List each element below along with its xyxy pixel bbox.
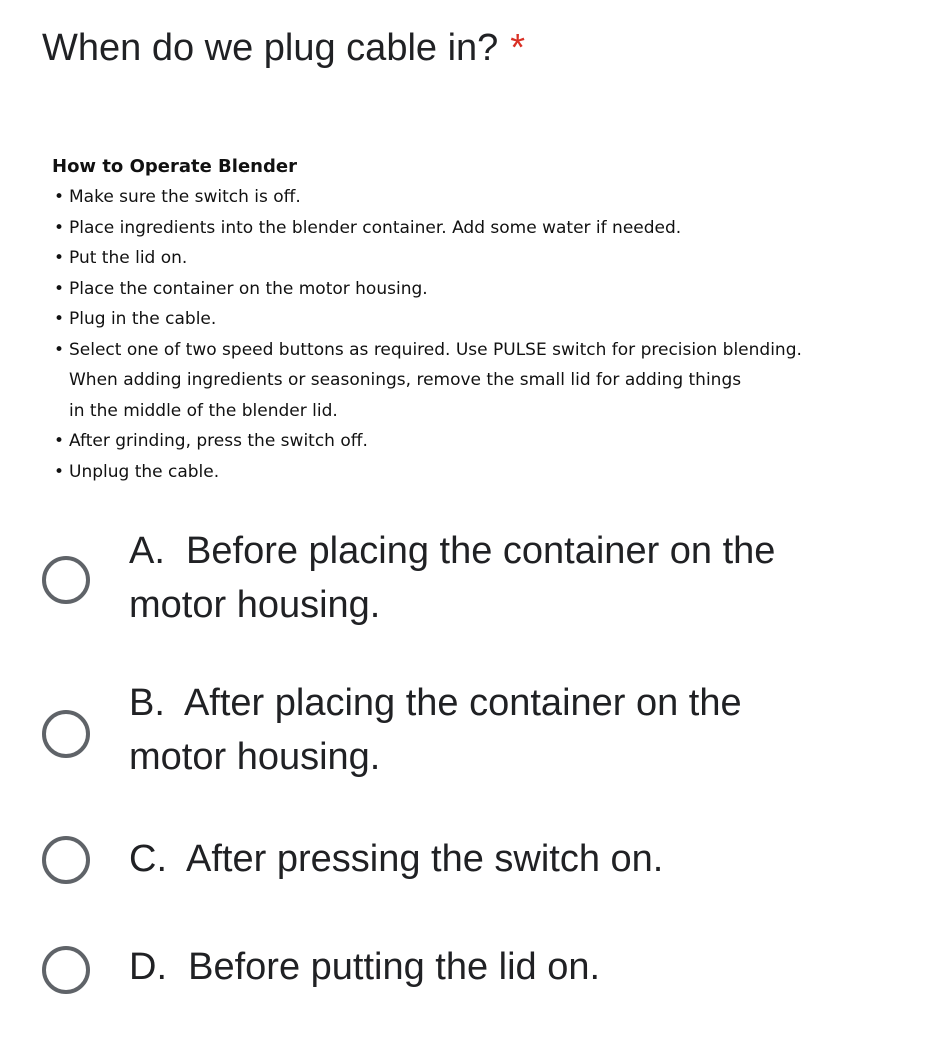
bullet-icon: • [54,461,65,482]
option-d-label [129,940,849,994]
bullet-icon: • [54,217,65,238]
instruction-image [52,152,892,487]
instruction-step-text: Make sure the switch is off. [69,187,301,207]
instruction-step-text: Place the container on the motor housing. [69,278,428,299]
radio-button-icon[interactable] [42,946,90,994]
instruction-step-text: Select one of two speed buttons as required. Use PULSE switch for precision blending. When adding ingredients or seasonings, remove the small lid for adding things in the middle of the blender lid. [69,339,802,421]
option-letter: B. [129,682,165,724]
instruction-step [52,335,892,427]
question-title [42,22,525,74]
bullet-icon: • [54,431,65,451]
option-letter: A. [129,530,165,572]
option-text: Before placing the container on the motor housing. [129,530,776,626]
instruction-list [52,182,892,487]
instruction-step-text: Plug in the cable. [69,309,217,329]
instruction-step [52,304,892,335]
required-asterisk: * [510,27,526,69]
bullet-icon: • [54,248,65,268]
instruction-heading: How to Operate Blender [52,156,297,177]
option-c-label [129,832,849,886]
instruction-step [52,182,892,213]
option-text: After pressing the switch on. [186,838,664,880]
instruction-step [52,243,892,274]
bullet-icon: • [54,187,65,207]
instruction-step [52,426,892,457]
option-text: Before putting the lid on. [188,946,601,988]
radio-button-icon[interactable] [42,556,90,604]
bullet-icon: • [54,339,65,360]
radio-button-icon[interactable] [42,836,90,884]
instruction-step [52,213,892,244]
instruction-step-text: After grinding, press the switch off. [69,431,368,451]
instruction-step [52,457,892,488]
option-letter: C. [129,838,167,880]
instruction-step-text: Unplug the cable. [69,461,220,482]
radio-button-icon[interactable] [42,710,90,758]
instruction-step-text: Put the lid on. [69,248,188,268]
question-text: When do we plug cable in? [42,27,499,69]
instruction-step [52,274,892,305]
option-letter: D. [129,946,167,988]
instruction-step-text: Place ingredients into the blender container. Add some water if needed. [69,217,682,238]
option-a-label [129,524,849,632]
bullet-icon: • [54,309,65,329]
option-b-label [129,676,849,784]
bullet-icon: • [54,278,65,299]
option-text: After placing the container on the motor housing. [129,682,742,778]
